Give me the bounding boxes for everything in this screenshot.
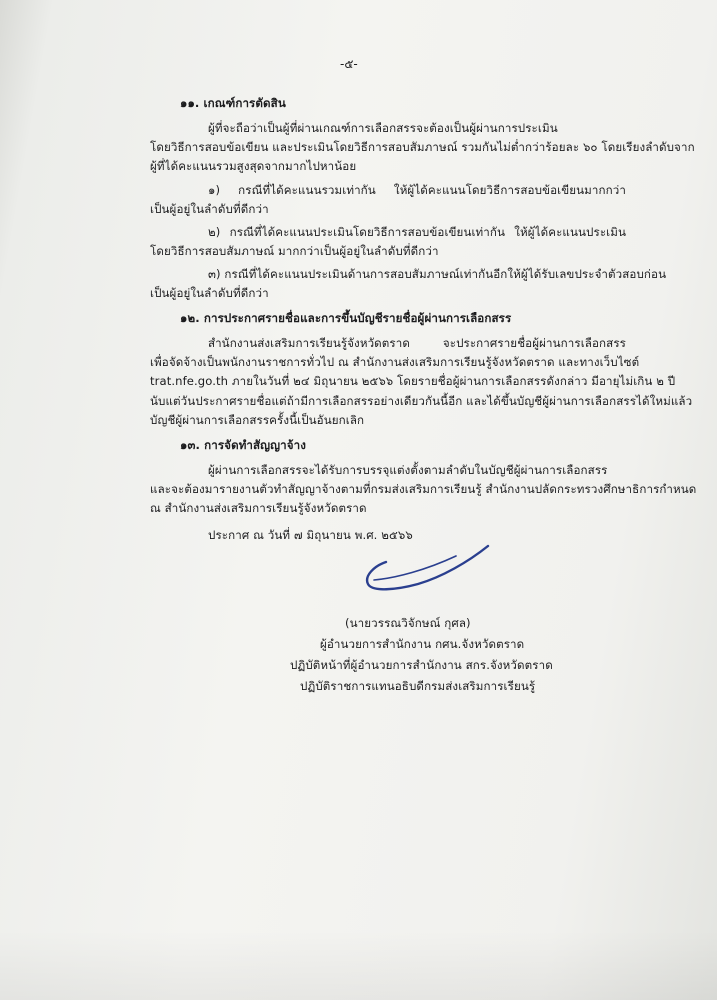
section-11-item-2-line-1: ๒) กรณีที่ได้คะแนนประเมินโดยวิธีการสอบข้อเขียนเท่ากัน ให้ผู้ได้คะแนนประเมิน xyxy=(208,225,626,239)
section-11-item-2-line-2: โดยวิธีการสอบสัมภาษณ์ มากกว่าเป็นผู้อยู่ในลำดับที่ดีกว่า xyxy=(150,244,439,258)
section-13-line-1: ผู้ผ่านการเลือกสรรจะได้รับการบรรจุแต่งตั้งตามลำดับในบัญชีผู้ผ่านการเลือกสรร xyxy=(208,463,608,477)
page-shadow xyxy=(0,930,717,1000)
section-12-line-2: เพื่อจัดจ้างเป็นพนักงานราชการทั่วไป ณ สำนักงานส่งเสริมการเรียนรู้จังหวัดตราด และทางเว็บไซต์ xyxy=(150,355,640,369)
section-11-item-3-line-2: เป็นผู้อยู่ในลำดับที่ดีกว่า xyxy=(150,286,269,300)
section-12-line-1: สำนักงานส่งเสริมการเรียนรู้จังหวัดตราด จะประกาศรายชื่อผู้ผ่านการเลือกสรร xyxy=(208,336,626,350)
section-11-item-1-line-2: เป็นผู้อยู่ในลำดับที่ดีกว่า xyxy=(150,202,269,216)
page-number: -๕- xyxy=(340,57,358,71)
section-12-line-3: trat.nfe.go.th ภายในวันที่ ๒๔ มิถุนายน ๒๕๖๖ โดยรายชื่อผู้ผ่านการเลือกสรรดังกล่าว มีอายุไม่เกิน ๒ ปี xyxy=(150,374,676,388)
section-11-paragraph-line-1: ผู้ที่จะถือว่าเป็นผู้ที่ผ่านเกณฑ์การเลือกสรรจะต้องเป็นผู้ผ่านการประเมิน xyxy=(208,121,558,135)
section-13-heading: ๑๓. การจัดทำสัญญาจ้าง xyxy=(180,438,306,452)
section-11-item-1-line-1: ๑) กรณีที่ได้คะแนนรวมเท่ากัน ให้ผู้ได้คะแนนโดยวิธีการสอบข้อเขียนมากกว่า xyxy=(208,183,626,197)
signatory-position-3: ปฏิบัติราชการแทนอธิบดีกรมส่งเสริมการเรียนรู้ xyxy=(300,679,536,693)
signature-image xyxy=(356,540,496,600)
section-12-line-5: บัญชีผู้ผ่านการเลือกสรรครั้งนี้เป็นอันยกเลิก xyxy=(150,413,365,427)
section-12-line-4: นับแต่วันประกาศรายชื่อแต่ถ้ามีการเลือกสรรอย่างเดียวกันนี้อีก และได้ขึ้นบัญชีผู้ผ่านการเลือกสรรได้ใหม่แล้ว xyxy=(150,394,693,408)
announcement-date: ประกาศ ณ วันที่ ๗ มิถุนายน พ.ศ. ๒๕๖๖ xyxy=(208,528,413,542)
section-11-paragraph-line-2: โดยวิธีการสอบข้อเขียน และประเมินโดยวิธีการสอบสัมภาษณ์ รวมกันไม่ต่ำกว่าร้อยละ ๖๐ โดยเรียงลำดับจาก xyxy=(150,140,695,154)
section-13-line-2: และจะต้องมารายงานตัวทำสัญญาจ้างตามที่กรมส่งเสริมการเรียนรู้ สำนักงานปลัดกระทรวงศึกษาธิการกำหนด xyxy=(150,482,697,496)
signatory-name: (นายวรรณวิจักษณ์ กุศล) xyxy=(345,616,471,630)
section-13-line-3: ณ สำนักงานส่งเสริมการเรียนรู้จังหวัดตราด xyxy=(150,501,367,515)
section-11-heading: ๑๑. เกณฑ์การตัดสิน xyxy=(180,96,286,110)
signatory-position-2: ปฏิบัติหน้าที่ผู้อำนวยการสำนักงาน สกร.จังหวัดตราด xyxy=(290,658,553,672)
section-12-heading: ๑๒. การประกาศรายชื่อและการขึ้นบัญชีรายชื่อผู้ผ่านการเลือกสรร xyxy=(180,311,512,325)
section-11-paragraph-line-3: ผู้ที่ได้คะแนนรวมสูงสุดจากมากไปหาน้อย xyxy=(150,159,357,173)
signatory-position-1: ผู้อำนวยการสำนักงาน กศน.จังหวัดตราด xyxy=(320,637,525,651)
section-11-item-3-line-1: ๓) กรณีที่ได้คะแนนประเมินด้านการสอบสัมภาษณ์เท่ากันอีกให้ผู้ได้รับเลขประจำตัวสอบก่อน xyxy=(208,267,667,281)
